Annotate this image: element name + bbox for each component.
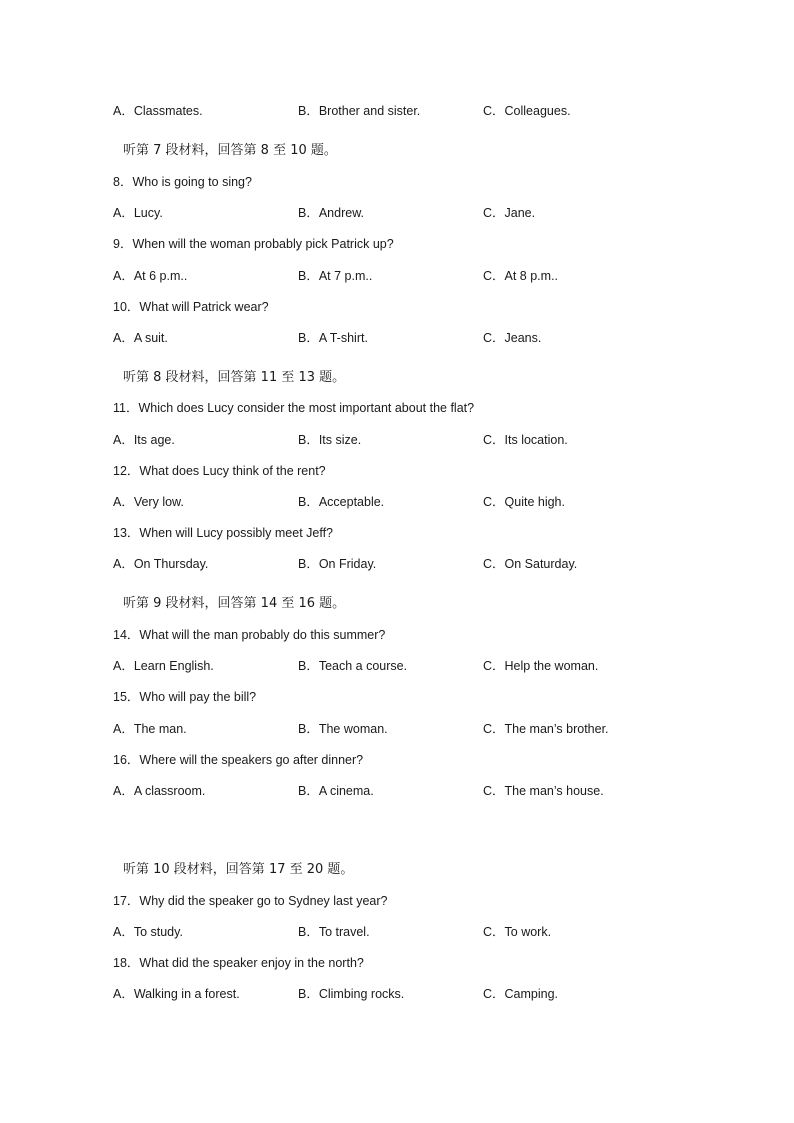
question-text: 10．What will Patrick wear? [113,300,269,314]
answer-options [0,102,794,120]
option-c: C．At 8 p.m.. [483,269,559,283]
option-c: C．Quite high. [483,495,565,509]
option-c: C．To work. [483,925,552,939]
option-c: C．On Saturday. [483,557,578,571]
option-c: C．Camping. [483,987,559,1001]
option-b: B．Climbing rocks. [298,987,405,1001]
option-c: C．Its location. [483,433,568,447]
question-text: 13．When will Lucy possibly meet Jeff? [113,526,334,540]
question-text: 8．Who is going to sing? [113,175,252,189]
option-a: A．On Thursday. [113,557,209,571]
question [0,235,794,253]
section-header [0,142,794,160]
option-a: A．The man. [113,722,187,736]
question-text: 11．Which does Lucy consider the most important about the flat? [113,401,475,415]
question [0,688,794,706]
option-a: A．To study. [113,925,183,939]
option-b: B．Brother and sister. [298,104,421,118]
option-b: B．At 7 p.m.. [298,269,373,283]
answer-options [0,923,794,941]
answer-options [0,329,794,347]
answer-options [0,985,794,1003]
question [0,399,794,417]
option-a: A．Very low. [113,495,184,509]
option-b: B．To travel. [298,925,370,939]
option-a: A．A suit. [113,331,168,345]
section-header [0,595,794,613]
option-b: B．On Friday. [298,557,377,571]
option-c: C．The man’s brother. [483,722,609,736]
option-a: A．A classroom. [113,784,206,798]
question [0,173,794,191]
question [0,892,794,910]
option-a: A．Walking in a forest. [113,987,240,1001]
question [0,954,794,972]
section-header-text: 听第 10 段材料，回答第 17 至 20 题。 [123,862,354,877]
option-a: A．Classmates. [113,104,203,118]
option-b: B．The woman. [298,722,388,736]
question-text: 14．What will the man probably do this summer? [113,628,386,642]
question-text: 17．Why did the speaker go to Sydney last year? [113,894,388,908]
option-a: A．Its age. [113,433,175,447]
option-b: B．A T-shirt. [298,331,368,345]
option-b: B．Teach a course. [298,659,408,673]
answer-options [0,657,794,675]
option-c: C．Jeans. [483,331,542,345]
question [0,298,794,316]
section-header [0,369,794,387]
section-header-text: 听第 9 段材料，回答第 14 至 16 题。 [123,596,346,611]
section-header-text: 听第 8 段材料，回答第 11 至 13 题。 [123,370,346,385]
answer-options [0,555,794,573]
option-a: A．At 6 p.m.. [113,269,188,283]
answer-options [0,720,794,738]
section-header-text: 听第 7 段材料，回答第 8 至 10 题。 [123,143,337,158]
question-text: 18．What did the speaker enjoy in the north? [113,956,364,970]
option-c: C．Jane. [483,206,536,220]
question [0,524,794,542]
answer-options [0,267,794,285]
section-header [0,861,794,879]
option-c: C．The man’s house. [483,784,604,798]
option-b: B．Andrew. [298,206,365,220]
option-c: C．Colleagues. [483,104,571,118]
answer-options [0,782,794,800]
answer-options [0,204,794,222]
answer-options [0,493,794,511]
option-b: B．Acceptable. [298,495,385,509]
question-text: 16．Where will the speakers go after dinner? [113,753,364,767]
question [0,462,794,480]
question-text: 15．Who will pay the bill? [113,690,257,704]
option-b: B．Its size. [298,433,362,447]
answer-options [0,431,794,449]
question [0,751,794,769]
option-c: C．Help the woman. [483,659,599,673]
question-text: 12．What does Lucy think of the rent? [113,464,326,478]
option-b: B．A cinema. [298,784,374,798]
question-text: 9．When will the woman probably pick Patrick up? [113,237,394,251]
option-a: A．Lucy. [113,206,163,220]
option-a: A．Learn English. [113,659,214,673]
question [0,626,794,644]
